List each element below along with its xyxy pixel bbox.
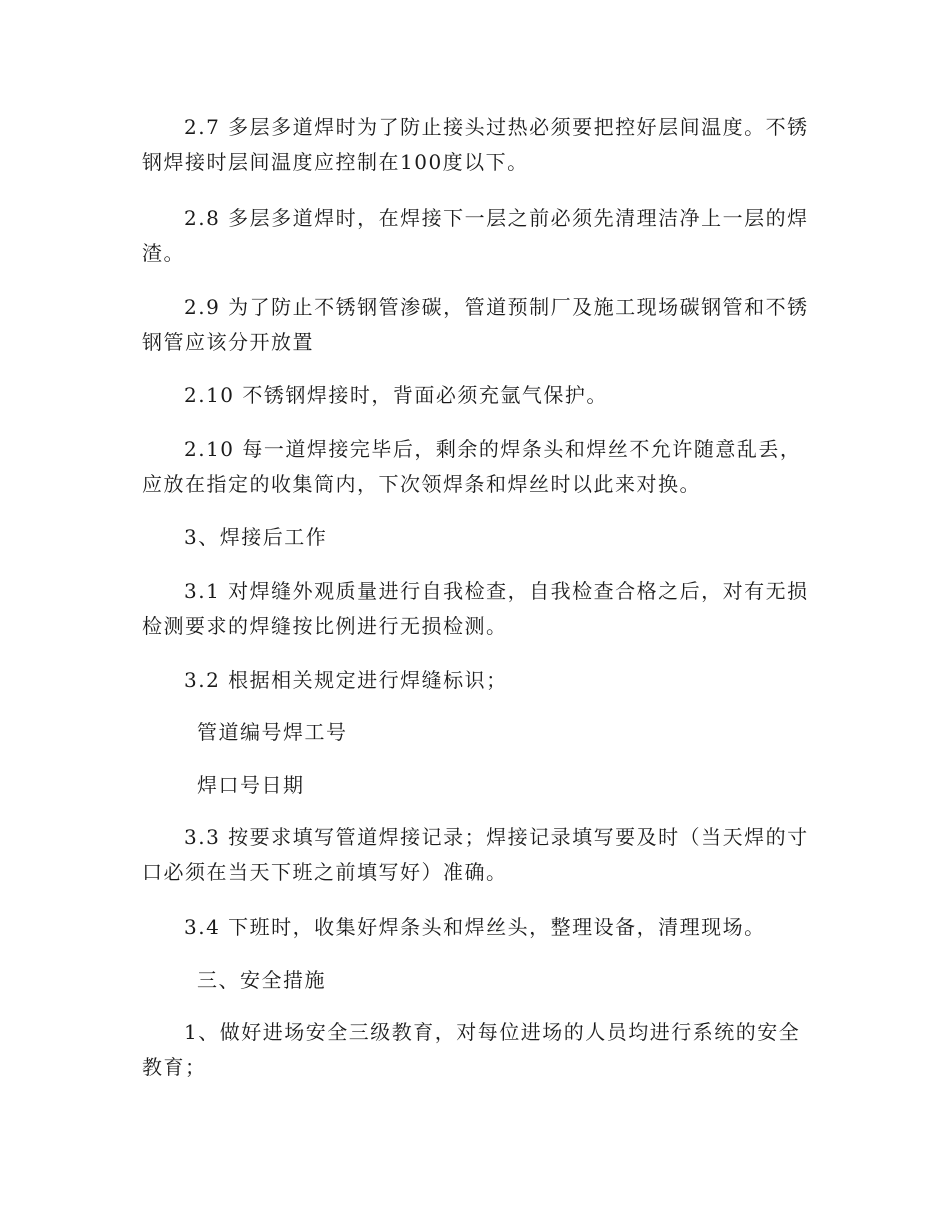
paragraph-line: 焊口号日期 bbox=[197, 773, 305, 797]
paragraph-line: 3.3 按要求填写管道焊接记录；焊接记录填写要及时（当天焊的寸 bbox=[184, 825, 809, 849]
paragraph-line: 2.8 多层多道焊时，在焊接下一层之前必须先清理洁净上一层的焊 bbox=[184, 206, 809, 230]
paragraph-line: 2.10 每一道焊接完毕后，剩余的焊条头和焊丝不允许随意乱丢， bbox=[184, 437, 802, 461]
paragraph-3-3 bbox=[142, 820, 812, 890]
paragraph-2-7 bbox=[142, 110, 812, 180]
paragraph-safety-1 bbox=[142, 1015, 812, 1085]
paragraph-line: 口必须在当天下班之前填写好）准确。 bbox=[142, 860, 508, 884]
paragraph-line: 钢管应该分开放置 bbox=[142, 330, 314, 354]
paragraph-line: 2.9 为了防止不锈钢管渗碳，管道预制厂及施工现场碳钢管和不锈 bbox=[184, 295, 809, 319]
paragraph-line: 应放在指定的收集筒内，下次领焊条和焊丝时以此来对换。 bbox=[142, 472, 701, 496]
paragraph-line: 2.7 多层多道焊时为了防止接头过热必须要把控好层间温度。不锈 bbox=[184, 115, 809, 139]
paragraph-line: 检测要求的焊缝按比例进行无损检测。 bbox=[142, 614, 508, 638]
paragraph-3-2 bbox=[142, 663, 812, 698]
paragraph-line: 3.4 下班时，收集好焊条头和焊丝头，整理设备，清理现场。 bbox=[184, 915, 766, 939]
paragraph-line: 钢焊接时层间温度应控制在100度以下。 bbox=[142, 150, 529, 174]
paragraph-line: 3.2 根据相关规定进行焊缝标识； bbox=[184, 668, 508, 692]
weld-label-line-2 bbox=[142, 768, 812, 803]
weld-label-line-1 bbox=[142, 715, 812, 750]
paragraph-line: 渣。 bbox=[142, 241, 185, 265]
paragraph-2-10-a bbox=[142, 378, 812, 413]
paragraph-line: 管道编号焊工号 bbox=[197, 720, 348, 744]
paragraph-3-4 bbox=[142, 910, 812, 945]
paragraph-2-9 bbox=[142, 290, 812, 360]
paragraph-2-10-b bbox=[142, 432, 812, 502]
paragraph-line: 3、焊接后工作 bbox=[184, 525, 328, 549]
section-heading-safety bbox=[142, 963, 812, 998]
paragraph-line: 1、做好进场安全三级教育，对每位进场的人员均进行系统的安全 bbox=[184, 1020, 801, 1044]
paragraph-line: 教育； bbox=[142, 1055, 207, 1079]
paragraph-2-8 bbox=[142, 201, 812, 271]
section-heading-3 bbox=[142, 520, 812, 555]
paragraph-line: 三、安全措施 bbox=[197, 968, 326, 992]
paragraph-line: 2.10 不锈钢焊接时，背面必须充氩气保护。 bbox=[184, 383, 608, 407]
paragraph-line: 3.1 对焊缝外观质量进行自我检查，自我检查合格之后，对有无损 bbox=[184, 579, 809, 603]
paragraph-3-1 bbox=[142, 574, 812, 644]
